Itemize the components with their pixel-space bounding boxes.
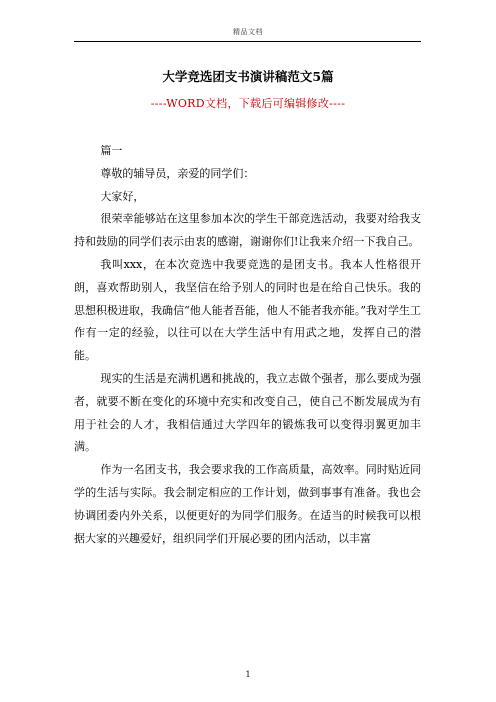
document-subtitle: ----WORD文档，下载后可编辑修改----: [150, 97, 346, 110]
body-paragraph: 很荣幸能够站在这里参加本次的学生干部竞选活动，我要对给我支持和鼓励的同学们表示由衷的感谢，谢谢你们!让我来介绍一下我自己。: [74, 212, 421, 249]
body-paragraph: 作为一名团支书，我会要求我的工作高质量，高效率。同时贴近同学的生活与实际。我会制定相应的工作计划，做到事事有准备。我也会协调团委内外关系，以便更好的为同学们服务。在适当的时候我可以根据大家的兴趣爱好，组织同学们开展必要的团内活动，以丰富: [74, 463, 421, 545]
salutation: 尊敬的辅导员，亲爱的同学们：: [100, 166, 255, 180]
body-paragraph: 现实的生活是充满机遇和挑战的，我立志做个强者，那么要成为强者，就要不断在变化的环境中充实和改变自己，使自己不断发展成为有用于社会的人才，我相信通过大学四年的锻炼我可以变得羽翼更加丰满。: [74, 371, 421, 454]
page-header-label: 精品文档: [233, 28, 263, 36]
body-paragraph: 我叫xxx，在本次竞选中我要竞选的是团支书。我本人性格很开朗，喜欢帮助别人，我坚信在给予别人的同时也是在给自己快乐。我的思想积极进取，我确信“他人能者吾能，他人不能者我亦能。”我对学生工作有一定的经验，以往可以在大学生活中有用武之地，发挥自己的潜能。: [74, 257, 421, 363]
document-body: [74, 140, 421, 550]
section-heading: 篇一: [100, 144, 123, 157]
greeting: 大家好，: [100, 189, 145, 203]
header-divider: [74, 41, 421, 42]
page-number: 1: [245, 670, 251, 679]
document-title: 大学竞选团支书演讲稿范文5篇: [162, 69, 334, 84]
